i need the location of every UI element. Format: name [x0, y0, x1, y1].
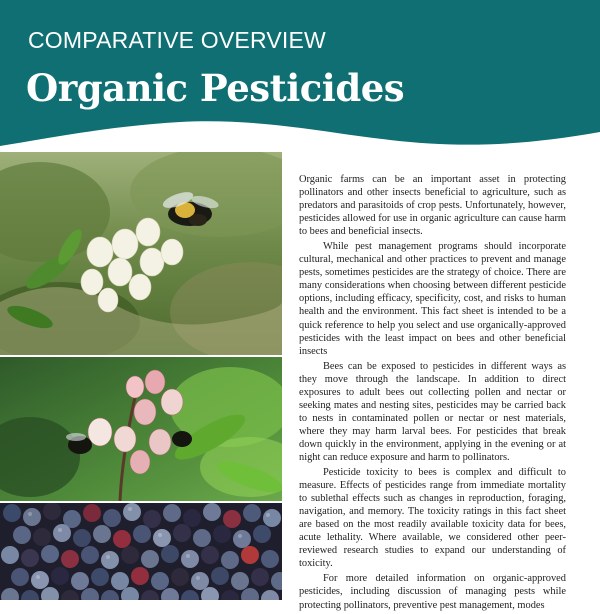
photo-bumblebee-flowers	[0, 152, 282, 355]
body-paragraph: For more detailed information on organic-approved pesticides, including discussion of managing pests while protecting pollinators, preventive pest management, modes	[299, 573, 566, 611]
body-paragraph: Bees can be exposed to pesticides in different ways as they move through the landscape. In addition to direct exposures to adult bees out collecting pollen and nectar or seeking mates and nesting sites, pesticides may be carried back to nests in contaminated pollen or nectar or nest materials, where they may harm larval bees. For pesticides that break down quickly in the environment, applying in the evening or at night can reduce exposure and harm to pollinators.	[299, 360, 566, 463]
body-paragraph: Organic farms can be an important asset in protecting pollinators and other insects beneficial to agriculture, such as predators and parasitoids of crop pests. Unfortunately, however, pesticides allowed for use in organic agriculture can cause harm to bees and beneficial insects.	[299, 174, 566, 238]
kicker-text: COMPARATIVE OVERVIEW	[28, 27, 326, 53]
page-title: Organic Pesticides	[26, 66, 405, 110]
photo-bees-blossoms	[0, 357, 282, 501]
header-banner	[0, 0, 600, 160]
photo-column	[0, 152, 282, 600]
body-paragraph: While pest management programs should incorporate cultural, mechanical and other practices to prevent and manage pests, sometimes pesticides are the strategy of choice. There are many considerations when choosing between different pesticide options, including efficacy, specificity, cost, and risks to human health and the environment. This fact sheet is intended to be a quick reference to help you select and use organically-approved pesticides with the least impact on bees and other beneficial insects	[299, 241, 566, 357]
photo-blueberries	[0, 503, 282, 600]
body-text	[299, 173, 566, 614]
body-paragraph: Pesticide toxicity to bees is complex and difficult to measure. Effects of pesticides range from immediate mortality to sublethal effects such as changes in reproduction, foraging, navigation, and memory. The toxicity ratings in this fact sheet are based on the most readily available toxicity data for bees, acute lethality. Where available, we considered other peer-reviewed research studies to expand our understanding of toxicity.	[299, 467, 566, 570]
